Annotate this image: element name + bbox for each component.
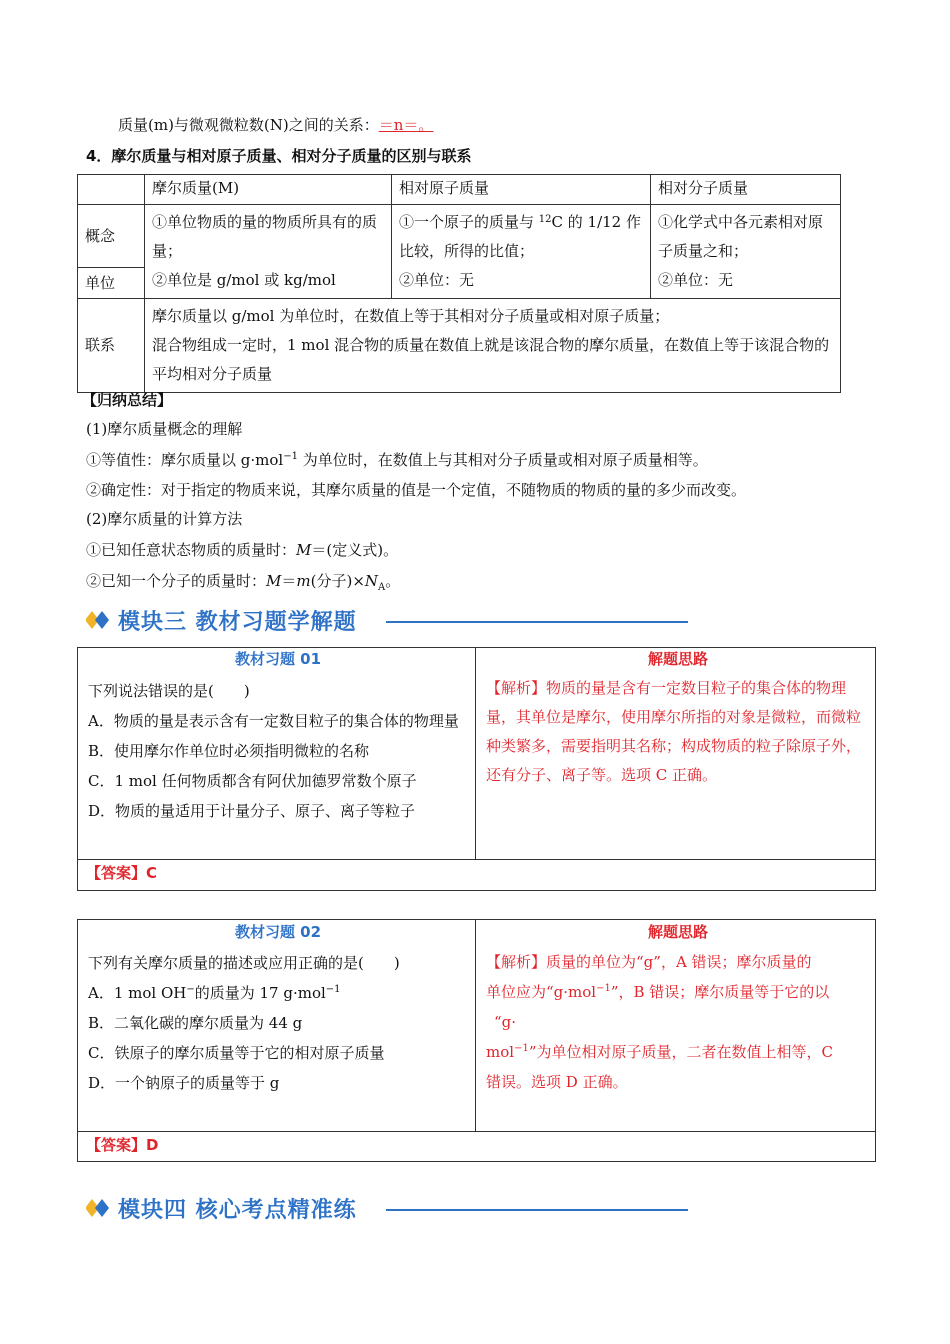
link-cell: 摩尔质量以 g/mol 为单位时，在数值上等于其相对分子质量或相对原子质量； 混合物组成一定时，1 mol 混合物的质量在数值上就是该混合物的摩尔质量，在数值上等于该混合物的平均相对分子质量 [145, 299, 841, 393]
table-header-relative-atomic-mass: 相对原子质量 [392, 175, 651, 205]
row-label-concept: 概念 [78, 205, 145, 268]
exercise-02-option-d: D．一个钠原子的质量等于 g [88, 1074, 280, 1092]
exercise-01-solution-title: 解题思路 [647, 650, 708, 668]
module3-title: 模块三 教材习题学解题 [118, 610, 357, 635]
module3-rule [386, 621, 688, 623]
summary-p1: (1)摩尔质量概念的理解 [86, 420, 243, 438]
molar-mass-cell: ①单位物质的量的物质所具有的质量； ②单位是 g/mol 或 kg/mol [145, 205, 392, 299]
row-label-link: 联系 [78, 299, 145, 393]
summary-p4: (2)摩尔质量的计算方法 [86, 510, 243, 528]
mass-particle-relation: 质量(m)与微观微粒数(N)之间的关系：＝n＝。 [118, 116, 434, 134]
section4-title: 4．摩尔质量与相对原子质量、相对分子质量的区别与联系 [86, 147, 472, 165]
exercise-02-question: 下列有关摩尔质量的描述或应用正确的是( ) A．1 mol OH−的质量为 17 g·mol$^{-1}$ B．二氧化碳的摩尔质量为 44 g C．铁原子的摩尔质量等于它的相对原子质量 D．一个钠原子的质量等于 g [88, 948, 468, 1098]
exercise-01-option-d: D．物质的量适用于计量分子、原子、离子等粒子 [88, 802, 416, 820]
summary-title: 【归纳总结】 [82, 391, 173, 409]
exercise-01-option-b: B．使用摩尔作单位时必须指明微粒的名称 [88, 742, 370, 760]
exercise-01-question: 下列说法错误的是( ) A．物质的量是表示含有一定数目粒子的集合体的物理量 B．使用摩尔作单位时必须指明微粒的名称 C．1 mol 任何物质都含有阿伏加德罗常数个原子 D．物质的量适用于计量分子、原子、离子等粒子 [88, 676, 468, 826]
comparison-table [77, 174, 841, 393]
module4-rule [386, 1209, 688, 1211]
summary-p6: ②已知一个分子的质量时：M＝m(分子)$\times N_A$。 [86, 572, 401, 593]
summary-p2: ①等值性：摩尔质量以 g·mol$^{-1}$ 为单位时，在数值上与其相对分子质量或相对原子质量相等。 [86, 451, 708, 469]
table-header-molar-mass: 摩尔质量(M) [145, 175, 392, 205]
molecular-mass-cell: ①化学式中各元素相对原子质量之和； ②单位：无 [651, 205, 841, 299]
module4-title: 模块四 核心考点精准练 [118, 1198, 357, 1223]
atomic-mass-cell: ①一个原子的质量与 $^{12}$C 的 1/12 作比较，所得的比值； ②单位：无 [392, 205, 651, 299]
exercise-02-option-b: B．二氧化碳的摩尔质量为 44 g [88, 1014, 303, 1032]
exercise-01-option-a: A．物质的量是表示含有一定数目粒子的集合体的物理量 [88, 712, 459, 730]
exercise-02-solution-title: 解题思路 [647, 923, 708, 941]
exercise-01-box [77, 647, 876, 891]
summary-p5: ①已知任意状态物质的质量时：M＝(定义式)。 [86, 541, 399, 559]
table-header-blank [78, 175, 145, 205]
exercise-02-analysis: 【解析】质量的单位为“g”，A 错误；摩尔质量的 单位应为“g·mol$^{-1}$”，B 错误；摩尔质量等于它的以 “g· mol$^{-1}$”为单位相对原子质量，二者在数值上相等，C 错误。选项 D 正确。 [486, 953, 833, 1091]
double-diamond-icon [86, 609, 112, 631]
exercise-02-answer: 【答案】D [86, 1136, 159, 1154]
table-header-relative-molecular-mass: 相对分子质量 [651, 175, 841, 205]
double-diamond-icon [86, 1197, 112, 1219]
exercise-01-title: 教材习题 01 [234, 650, 322, 668]
exercise-01-option-c: C．1 mol 任何物质都含有阿伏加德罗常数个原子 [88, 772, 417, 790]
exercise-02-option-a: A．1 mol OH−的质量为 17 g·mol$^{-1}$ [88, 984, 341, 1002]
exercise-02-option-c: C．铁原子的摩尔质量等于它的相对原子质量 [88, 1044, 385, 1062]
exercise-02-box [77, 919, 876, 1162]
relation-formula: ＝n＝。 [378, 116, 434, 134]
summary-p3: ②确定性：对于指定的物质来说，其摩尔质量的值是一个定值，不随物质的物质的量的多少而改变。 [86, 481, 747, 499]
exercise-02-title: 教材习题 02 [234, 923, 322, 941]
row-label-unit: 单位 [78, 268, 145, 299]
exercise-01-answer: 【答案】C [86, 864, 158, 882]
exercise-01-analysis: 【解析】物质的量是含有一定数目粒子的集合体的物理量，其单位是摩尔，使用摩尔所指的对象是微粒，而微粒种类繁多，需要指明其名称；构成物质的粒子除原子外，还有分子、离子等。选项 C 正确。 [486, 679, 862, 784]
